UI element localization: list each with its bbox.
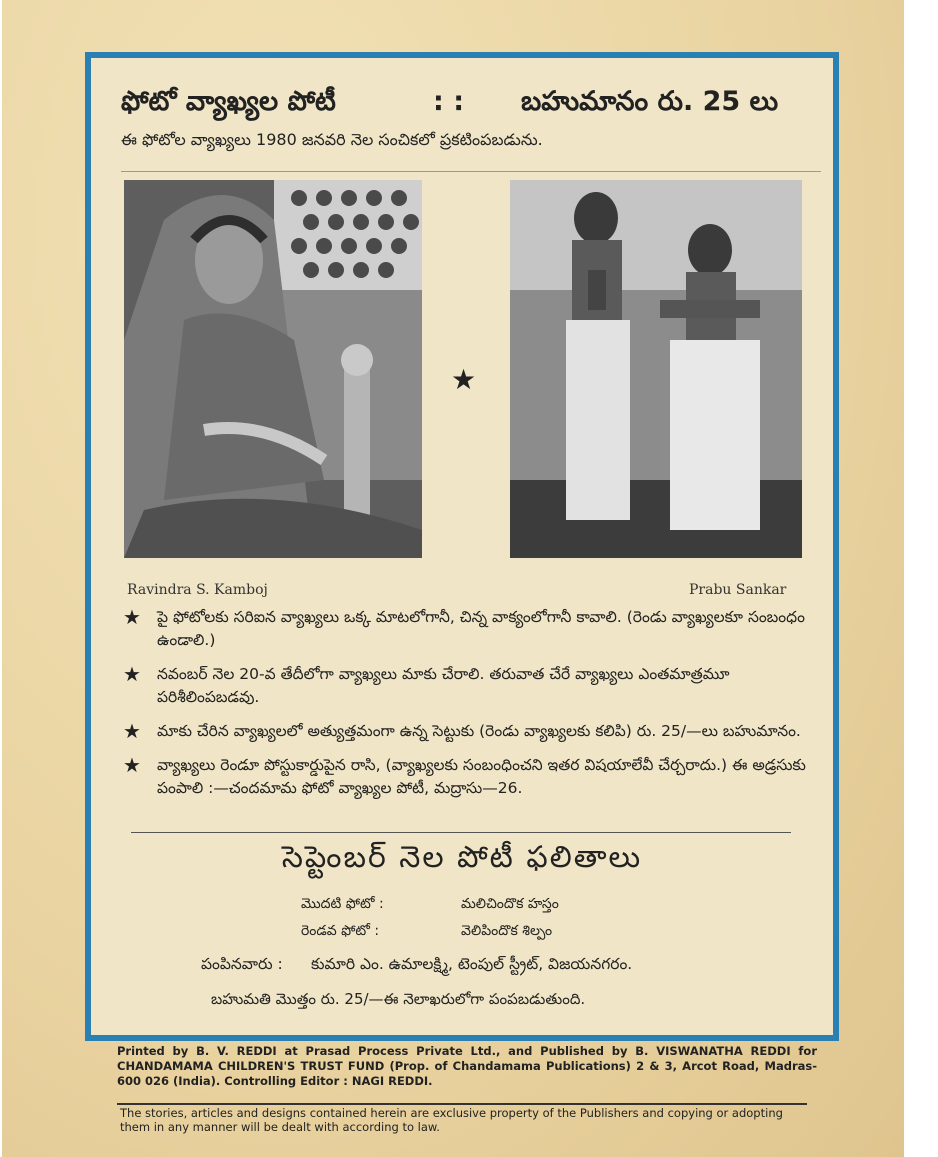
separator-star: ★ (451, 363, 477, 396)
star-bullet-icon: ★ (123, 719, 141, 743)
contest-subtitle: ఈ ఫోటోల వ్యాఖ్యలు 1980 జనవరి నెల సంచికలో ప్రకటింపబడును. (121, 130, 543, 149)
rule-text: పై ఫోటోలకు సరిఐన వ్యాఖ్యలు ఒక్క మాటలోగానీ, చిన్న వాక్యంలోగానీ కావాలి. (రెండు వ్యాఖ్యలకూ సంబంధం ఉండాలి.) (157, 608, 805, 649)
second-photo-winner: వెలిపిందొక శిల్పం (461, 923, 553, 939)
photo-right-caption: Prabu Sankar (689, 582, 787, 598)
header-divider (121, 171, 821, 172)
contest-frame (85, 52, 839, 1041)
rule-text: మాకు చేరిన వ్యాఖ్యలలో అత్యుత్తమంగా ఉన్న సెట్టుకు (రెండు వ్యాఖ్యలకు కలిపి) రు. 25/—లు బహుమానం. (157, 722, 801, 740)
magazine-page (2, 0, 904, 1157)
second-photo-label: రెండవ ఫోటో : (301, 923, 380, 939)
star-bullet-icon: ★ (123, 753, 141, 777)
footer-divider (117, 1103, 807, 1105)
contest-title: ఫోటో వ్యాఖ్యల పోటీ (121, 86, 336, 117)
photo-right (510, 180, 802, 558)
rule-text: నవంబర్ నెల 20-వ తేదీలోగా వ్యాఖ్యలు మాకు చేరాలి. తరువాత చేరే వ్యాఖ్యలు ఎంతమాత్రమూ పరిశీలింపబడవు. (157, 665, 730, 706)
rule-item (121, 606, 811, 652)
sender-name: కుమారి ఎం. ఉమాలక్ష్మి, టెంపుల్ స్ట్రీట్, విజయనగరం. (311, 955, 633, 973)
contest-header (121, 86, 811, 126)
rule-item (121, 663, 811, 709)
prize-note: బహుమతి మొత్తం రు. 25/—ఈ నెలాఖరులోగా పంపబడుతుంది. (211, 990, 586, 1008)
first-photo-label: మొదటి ఫోటో : (301, 896, 384, 912)
photo-left (124, 180, 422, 558)
sender-label: పంపినవారు : (201, 955, 283, 973)
copyright-notice: The stories, articles and designs contained herein are exclusive property of the Publishers and copying or adopting them in any manner will be dealt with according to law. (120, 1106, 783, 1134)
header-separator: : : (433, 86, 464, 117)
contest-rules (121, 606, 811, 811)
prize-amount: బహుమానం రు. 25 లు (521, 86, 779, 117)
rule-text: వ్యాఖ్యలు రెండూ పోస్టుకార్డుపైన రాసి, (వ్యాఖ్యలకు సంబంధించని ఇతర విషయాలేవీ చేర్చరాదు.) ఈ అడ్రసుకు పంపాలి :—చందమామ ఫోటో వ్యాఖ్యల పోటీ, మద్రాసు—26. (157, 756, 806, 797)
results-title: సెప్టెంబర్ నెల పోటీ ఫలితాలు (281, 840, 643, 875)
photo-left-caption: Ravindra S. Kamboj (127, 582, 268, 598)
results-divider (131, 832, 791, 833)
rule-item (121, 754, 811, 800)
first-photo-winner: మలిచిందొక హస్తం (461, 896, 559, 912)
printer-imprint: Printed by B. V. REDDI at Prasad Process Private Ltd., and Published by B. VISWANATHA REDDI for CHANDAMAMA CHILDREN'S TRUST FUND (Prop. of Chandamama Publications) 2 & 3, Arcot Road, Madras-600 026 (India). Controlling Editor : NAGI REDDI. (117, 1044, 817, 1088)
rule-item (121, 720, 811, 743)
star-bullet-icon: ★ (123, 662, 141, 686)
star-bullet-icon: ★ (123, 605, 141, 629)
